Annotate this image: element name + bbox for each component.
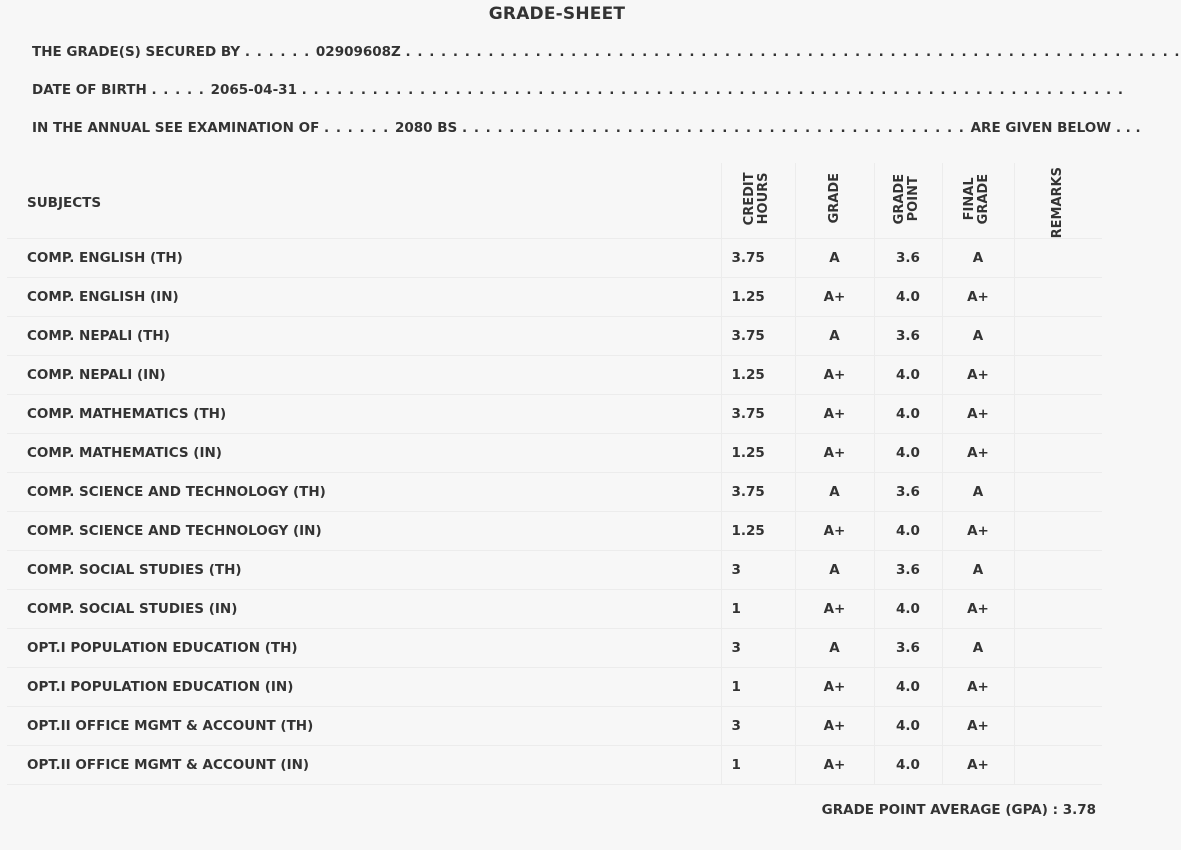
grade-cell: A (795, 473, 874, 512)
remarks-cell (1014, 512, 1102, 551)
subject-cell: COMP. SCIENCE AND TECHNOLOGY (IN) (7, 512, 721, 551)
final-grade-cell: A (942, 629, 1014, 668)
final-grade-cell: A (942, 551, 1014, 590)
grade-point-cell: 4.0 (874, 668, 942, 707)
grade-cell: A+ (795, 278, 874, 317)
subject-cell: OPT.I POPULATION EDUCATION (TH) (7, 629, 721, 668)
table-row (7, 395, 1102, 434)
final-grade-cell: A+ (942, 590, 1014, 629)
subject-cell: COMP. NEPALI (IN) (7, 356, 721, 395)
grade-point-cell: 4.0 (874, 434, 942, 473)
remarks-cell (1014, 356, 1102, 395)
secured-by-line (32, 44, 1181, 60)
grade-point-cell: 4.0 (874, 356, 942, 395)
credit-hours-cell: 1 (721, 590, 795, 629)
final-grade-cell: A+ (942, 278, 1014, 317)
remarks-cell (1014, 395, 1102, 434)
leader-dots: . . . . . . . . . . . . . . . . . . . . . . . . . . . . . . . . . . . . . . . . . . . . . . . . . . . . . . . . . . . . . . . . . . (405, 44, 1181, 60)
final-grade-cell: A (942, 239, 1014, 278)
page-title: GRADE-SHEET (488, 4, 626, 24)
grade-point-cell: 4.0 (874, 395, 942, 434)
subject-cell: COMP. SOCIAL STUDIES (TH) (7, 551, 721, 590)
credit-hours-cell: 1.25 (721, 356, 795, 395)
column-header-credit-hours (721, 163, 795, 239)
credit-hours-cell: 3.75 (721, 317, 795, 356)
grade-point-cell: 4.0 (874, 707, 942, 746)
table-row (7, 746, 1102, 785)
remarks-cell (1014, 629, 1102, 668)
subject-cell: COMP. ENGLISH (TH) (7, 239, 721, 278)
grades-table-body (7, 239, 1102, 785)
table-row (7, 317, 1102, 356)
grade-cell: A+ (795, 668, 874, 707)
credit-hours-cell: 3.75 (721, 473, 795, 512)
exam-value: 2080 BS (394, 120, 458, 136)
subject-cell: OPT.II OFFICE MGMT & ACCOUNT (IN) (7, 746, 721, 785)
secured-by-label: THE GRADE(S) SECURED BY (32, 44, 241, 60)
credit-hours-cell: 1 (721, 668, 795, 707)
column-header-grade-point (874, 163, 942, 239)
grade-point-cell: 3.6 (874, 551, 942, 590)
column-header-remarks (1014, 163, 1102, 239)
final-grade-cell: A (942, 473, 1014, 512)
credit-hours-cell: 3.75 (721, 395, 795, 434)
subject-cell: COMP. NEPALI (TH) (7, 317, 721, 356)
table-row (7, 356, 1102, 395)
grade-cell: A+ (795, 356, 874, 395)
remarks-cell (1014, 746, 1102, 785)
grade-cell: A+ (795, 590, 874, 629)
grade-point-cell: 4.0 (874, 746, 942, 785)
grade-point-cell: 3.6 (874, 473, 942, 512)
subject-cell: OPT.II OFFICE MGMT & ACCOUNT (TH) (7, 707, 721, 746)
remarks-cell (1014, 707, 1102, 746)
leader-dots: . . . . . . (244, 44, 316, 60)
exam-suffix: ARE GIVEN BELOW . . . (970, 120, 1141, 136)
grades-table-container (7, 163, 1102, 850)
grade-cell: A+ (795, 434, 874, 473)
credit-hours-label: CREDIT HOURS (742, 172, 771, 226)
credit-hours-cell: 3 (721, 707, 795, 746)
final-grade-cell: A (942, 317, 1014, 356)
grade-point-cell: 4.0 (874, 590, 942, 629)
grade-cell: A+ (795, 512, 874, 551)
remarks-cell (1014, 551, 1102, 590)
table-row (7, 668, 1102, 707)
remarks-cell (1014, 473, 1102, 512)
gpa-label: GRADE POINT AVERAGE (GPA) : (821, 802, 1058, 818)
grade-cell: A+ (795, 746, 874, 785)
dob-label: DATE OF BIRTH (32, 82, 147, 98)
column-header-subjects: SUBJECTS (7, 163, 721, 239)
final-grade-cell: A+ (942, 746, 1014, 785)
table-row (7, 473, 1102, 512)
remarks-cell (1014, 590, 1102, 629)
remarks-cell (1014, 317, 1102, 356)
table-row (7, 278, 1102, 317)
credit-hours-cell: 3 (721, 629, 795, 668)
grade-cell: A (795, 551, 874, 590)
final-grade-cell: A+ (942, 356, 1014, 395)
credit-hours-cell: 1.25 (721, 278, 795, 317)
table-row (7, 707, 1102, 746)
final-grade-cell: A+ (942, 434, 1014, 473)
table-row (7, 434, 1102, 473)
subject-cell: COMP. SOCIAL STUDIES (IN) (7, 590, 721, 629)
grade-point-label: GRADE POINT (892, 173, 921, 224)
leader-dots: . . . . . . (324, 120, 395, 136)
table-header-row (7, 163, 1102, 239)
column-header-final-grade (942, 163, 1014, 239)
final-grade-cell: A+ (942, 395, 1014, 434)
final-grade-cell: A+ (942, 668, 1014, 707)
table-row (7, 629, 1102, 668)
grade-point-cell: 4.0 (874, 512, 942, 551)
remarks-cell (1014, 278, 1102, 317)
grade-point-cell: 3.6 (874, 317, 942, 356)
gpa-value: 3.78 (1062, 802, 1096, 818)
grade-cell: A (795, 629, 874, 668)
leader-dots: . . . . . (151, 82, 211, 98)
subject-cell: COMP. ENGLISH (IN) (7, 278, 721, 317)
leader-dots: . . . . . . . . . . . . . . . . . . . . . . . . . . . . . . . . . . . . . . . . . . . . . . . . . . . . . . . . . . . . . . . . . . . . . . (301, 82, 1124, 98)
final-grade-cell: A+ (942, 707, 1014, 746)
table-row (7, 590, 1102, 629)
subject-cell: COMP. MATHEMATICS (IN) (7, 434, 721, 473)
exam-line (32, 120, 1141, 136)
secured-by-value: 02909608Z (315, 44, 401, 60)
final-grade-label: FINAL GRADE (962, 173, 991, 224)
table-row (7, 239, 1102, 278)
subject-cell: COMP. MATHEMATICS (TH) (7, 395, 721, 434)
credit-hours-cell: 3.75 (721, 239, 795, 278)
grade-cell: A+ (795, 707, 874, 746)
remarks-cell (1014, 239, 1102, 278)
grade-cell: A (795, 317, 874, 356)
table-row (7, 512, 1102, 551)
grade-cell: A+ (795, 395, 874, 434)
grade-point-cell: 3.6 (874, 239, 942, 278)
gpa-summary (822, 802, 1096, 818)
grade-label: GRADE (826, 173, 842, 224)
leader-dots: . . . . . . . . . . . . . . . . . . . . . . . . . . . . . . . . . . . . . . . . . . . (461, 120, 971, 136)
subject-cell: OPT.I POPULATION EDUCATION (IN) (7, 668, 721, 707)
credit-hours-cell: 1.25 (721, 512, 795, 551)
subject-cell: COMP. SCIENCE AND TECHNOLOGY (TH) (7, 473, 721, 512)
column-header-grade (795, 163, 874, 239)
remarks-cell (1014, 434, 1102, 473)
grade-point-cell: 3.6 (874, 629, 942, 668)
final-grade-cell: A+ (942, 512, 1014, 551)
table-row (7, 551, 1102, 590)
credit-hours-cell: 1 (721, 746, 795, 785)
dob-line (32, 82, 1124, 98)
grades-table (7, 163, 1102, 785)
grade-cell: A (795, 239, 874, 278)
dob-value: 2065-04-31 (210, 82, 297, 98)
credit-hours-cell: 3 (721, 551, 795, 590)
grade-point-cell: 4.0 (874, 278, 942, 317)
remarks-cell (1014, 668, 1102, 707)
credit-hours-cell: 1.25 (721, 434, 795, 473)
remarks-label: REMARKS (1050, 167, 1066, 239)
exam-label: IN THE ANNUAL SEE EXAMINATION OF (32, 120, 320, 136)
